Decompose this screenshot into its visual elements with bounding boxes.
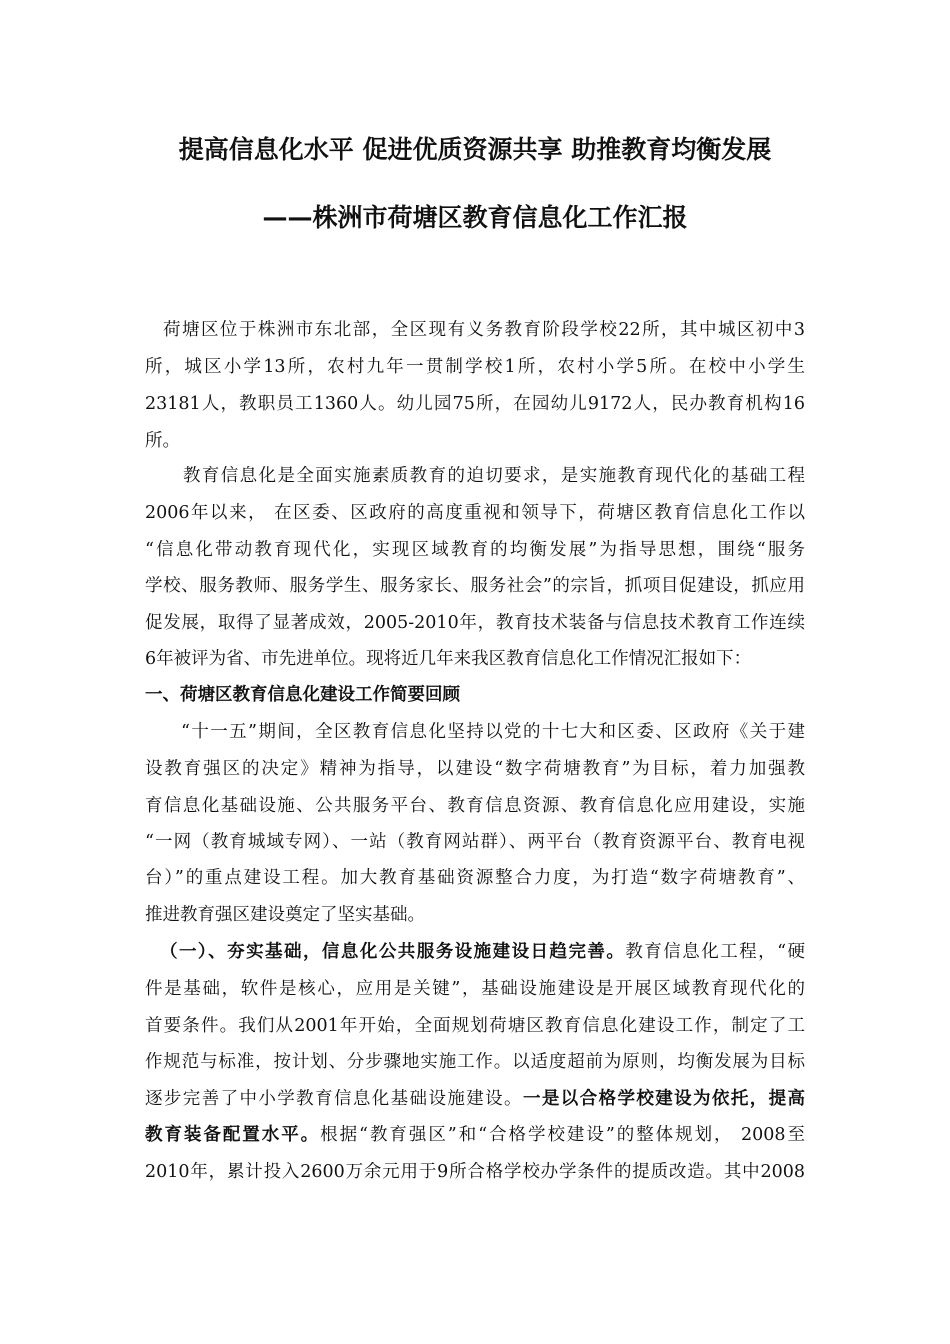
paragraph-line: [145, 1123, 805, 1147]
paragraph-line: 促发展，取得了显著成效，2005-2010年，教育技术装备与信息技术教育工作连续: [145, 613, 805, 633]
paragraph-line: 23181人，教职员工1360人。幼儿园75所，在园幼儿9172人，民办教育机构16: [145, 394, 805, 414]
paragraph-line: 教育信息化是全面实施素质教育的迫切要求，是实施教育现代化的基础工程: [183, 466, 805, 486]
paragraph-line: 2006年以来， 在区委、区政府的高度重视和领导下，荷塘区教育信息化工作以: [145, 503, 805, 523]
paragraph-line: 作规范与标准，按计划、分步骤地实施工作。以适度超前为原则，均衡发展为目标: [145, 1052, 805, 1072]
paragraph-line: 所，城区小学13所，农村九年一贯制学校1所，农村小学5所。在校中小学生: [145, 357, 805, 377]
paragraph-line: 育信息化基础设施、公共服务平台、教育信息资源、教育信息化应用建设，实施: [145, 796, 805, 816]
paragraph-line: [160, 940, 805, 964]
paragraph-line: 首要条件。我们从2001年开始，全面规划荷塘区教育信息化建设工作，制定了工: [145, 1016, 805, 1036]
paragraph-line: 荷塘区位于株洲市东北部，全区现有义务教育阶段学校22所，其中城区初中3: [163, 320, 805, 340]
document-subtitle: ——株洲市荷塘区教育信息化工作汇报: [262, 203, 688, 232]
paragraph-line: “十一五”期间，全区教育信息化坚持以党的十七大和区委、区政府《关于建: [181, 722, 805, 742]
bold-lead: （一）、夯实基础，信息化公共服务设施建设日趋完善。: [160, 942, 626, 962]
paragraph-line: 所。: [145, 431, 180, 451]
paragraph-line: 推进教育强区建设奠定了坚实基础。: [145, 905, 425, 925]
paragraph-line: “一网（教育城域专网）、一站（教育网站群）、两平台（教育资源平台、教育电视: [145, 832, 805, 852]
paragraph-line: [145, 1087, 805, 1111]
document-title: 提高信息化水平 促进优质资源共享 助推教育均衡发展: [178, 135, 772, 164]
paragraph-line: 2010年，累计投入2600万余元用于9所合格学校办学条件的提质改造。其中2008: [145, 1162, 805, 1182]
paragraph-line: 设教育强区的决定》精神为指导，以建设“数字荷塘教育”为目标，着力加强教: [145, 759, 805, 779]
paragraph-line: 台）”的重点建设工程。加大教育基础资源整合力度，为打造“数字荷塘教育”、: [145, 868, 805, 888]
bold-lead: 教育装备配置水平。: [145, 1125, 321, 1145]
section-heading: 一、荷塘区教育信息化建设工作简要回顾: [145, 685, 460, 705]
text-run: 教育信息化工程，“硬: [625, 942, 806, 962]
text-run: 根据“教育强区”和“合格学校建设”的整体规划， 2008至: [320, 1125, 806, 1145]
paragraph-line: 6年被评为省、市先进单位。现将近几年来我区教育信息化工作情况汇报如下：: [145, 649, 752, 669]
paragraph-line: 件是基础，软件是核心，应用是关键”，基础设施建设是开展区域教育现代化的: [145, 979, 805, 999]
paragraph-line: “信息化带动教育现代化，实现区域教育的均衡发展”为指导思想，围绕“服务: [145, 540, 805, 560]
bold-lead: 一是以合格学校建设为依托，提高: [522, 1089, 806, 1109]
paragraph-line: 学校、服务教师、服务学生、服务家长、服务社会”的宗旨，抓项目促建设，抓应用: [145, 576, 805, 596]
text-run: 逐步完善了中小学教育信息化基础设施建设。: [145, 1089, 523, 1109]
